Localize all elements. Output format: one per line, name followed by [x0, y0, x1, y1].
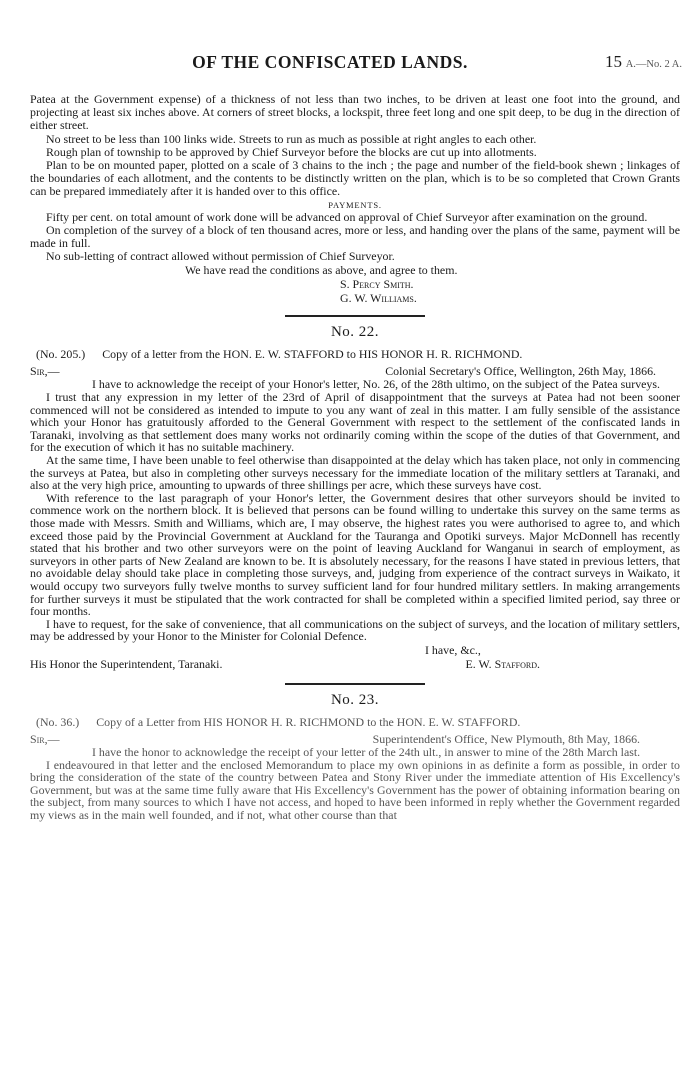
- letter-copy-line: [30, 347, 680, 361]
- letter-paragraph: I endeavoured in that letter and the enclosed Memorandum to place my own opinions in as definite a form as possible, in order to bring the consideration of the state of the country between Patea and Stony River under the immediate attention of His Excellency's Government, but was at the same time fully aware that His Excellency's Government has the power of obtaining information bearing on the subject, from many sources to which I have not access, and hoped to have been informed in reply whether the Government regarded my views as in the main well founded, and if not, what other course than that: [30, 757, 680, 822]
- letter-22: [30, 324, 680, 670]
- letter-paragraph: I have to request, for the sake of convenience, that all communications on the subject of surveys, and the location of military settlers, may be addressed by your Honor to the Minister for Colonial Defence.: [30, 616, 680, 644]
- letter-paragraph: At the same time, I have been unable to feel otherwise than disappointed at the delay which has taken place, not only in commencing the surveys at Patea, but also in completing other surveys necessary for the immediate location of the military settlers at Taranaki, and also at the very high price, amounting to upwards of three shillings per acre, which these surveys have cost.: [30, 453, 680, 493]
- page-header: [0, 52, 700, 78]
- letter-heading: No. 23.: [330, 691, 380, 708]
- letter-address-row: [30, 364, 680, 378]
- letter-23: [30, 692, 680, 822]
- letter-recipient: His Honor the Superintendent, Taranaki.: [30, 656, 223, 671]
- signatory: S. Percy Smith.: [340, 277, 414, 292]
- letter-address: Colonial Secretary's Office, Wellington, 26th May, 1866.: [385, 364, 656, 379]
- conditions-paragraph: Patea at the Government expense) of a thickness of not less than two inches, to be driven at least one foot into the ground, and projecting at least six inches above. At corners of street blocks, a lockspit, three feet long and one spit deep, to be dug in the direction of either street.: [30, 92, 680, 133]
- payments-paragraph: No sub-letting of contract allowed without permission of Chief Surveyor.: [46, 249, 395, 264]
- page-ref: A.—No. 2 A.: [625, 59, 682, 70]
- letter-paragraph: I trust that any expression in my letter of the 23rd of April of disappointment that the surveys at Patea had not been sooner commenced will not be considered as intended to impute to you any want of zeal in this matter. I am fully sensible of the assistance which your Honor has gratuitously afforded to the General Government with respect to the settlement of the confiscated lands in Taranaki, involving as that settlement does many works not ordinarily coming within the scope of the duties of that Government, and for the execution of which it has no suitable machinery.: [30, 390, 680, 455]
- letter-ref: (No. 205.): [36, 347, 86, 362]
- agreement-line: We have read the conditions as above, and agree to them.: [185, 263, 458, 278]
- salutation: Sir,—: [30, 731, 60, 746]
- payments-paragraph: On completion of the survey of a block of ten thousand acres, more or less, and handing over the plans of the same, payment will be made in full.: [30, 222, 680, 251]
- letter-copy-line: [30, 715, 680, 729]
- conditions-paragraph: Plan to be on mounted paper, plotted on a scale of 3 chains to the inch ; the page and number of the field-book shewn ; linkages of the boundaries of each allotment, and the contents to be distinctly written on the plan, which is to be so completed that Crown Grants can be prepared immediately after it is handed over to this office.: [30, 158, 680, 199]
- section-divider: [285, 315, 425, 317]
- letter-paragraph: I have to acknowledge the receipt of your Honor's letter, No. 26, of the 28th ultimo, on the subject of the Patea surveys.: [92, 377, 660, 392]
- conditions-paragraph: No street to be less than 100 links wide. Streets to run as much as possible at right angles to each other.: [46, 131, 537, 146]
- letter-signature: E. W. Stafford.: [465, 656, 540, 671]
- letter-body: [30, 746, 680, 822]
- page-number-block: [605, 52, 682, 72]
- letter-address-row: [30, 732, 680, 746]
- letter-closing: I have, &c.,: [425, 642, 481, 657]
- letter-signoff-row: [30, 657, 680, 671]
- letter-title: Copy of a Letter from HIS HONOR H. R. RICHMOND to the HON. E. W. STAFFORD.: [96, 714, 521, 729]
- conditions-paragraph: Rough plan of township to be approved by Chief Surveyor before the blocks are cut up into allotments.: [46, 144, 537, 159]
- page-number: 15: [604, 52, 622, 71]
- letter-body: [30, 378, 680, 642]
- running-title: OF THE CONFISCATED LANDS.: [192, 52, 468, 72]
- letter-paragraph: I have the honor to acknowledge the receipt of your letter of the 24th ult., in answer to mine of the 28th March last.: [92, 744, 641, 759]
- section-divider: [285, 683, 425, 685]
- letter-ref: (No. 36.): [36, 714, 80, 729]
- letter-title: Copy of a letter from the HON. E. W. STAFFORD to HIS HONOR H. R. RICHMOND.: [102, 347, 523, 362]
- letter-paragraph: With reference to the last paragraph of your Honor's letter, the Government desires that other surveyors should be invited to commence work on the northern block. It is believed that persons can be found willing to undertake this survey on the same terms as those made with Messrs. Smith and Williams, which are, I may observe, the highest rates you were authorised to agree to, and which exceed those paid by the Provincial Government at Auckland for the Tauranga and Opotiki surveys. Major McDonnell has recently stated that his brother and two other surveyors were on the point of leaving Auckland for Wanganui in search of employment, as surveyors in other parts of New Zealand are known to be. It is absolutely necessary, for the reasons I have stated in previous letters, that no avoidable delay should take place in completing those surveys, and, judging from experience of the contract surveys in Waikato, it would occupy two surveyors fully twelve months to survey sufficient land for four hundred military settlers. In making arrangements for further surveys it must be stipulated that the work contracted for shall be completed within a specified limited period, say three or four months.: [30, 490, 680, 619]
- letter-address: Superintendent's Office, New Plymouth, 8th May, 1866.: [372, 731, 640, 746]
- letter-heading: No. 22.: [330, 324, 380, 341]
- payments-heading: PAYMENTS.: [328, 199, 382, 210]
- signatory: G. W. Williams.: [340, 291, 417, 306]
- page-body: [30, 93, 680, 821]
- conditions-section: [30, 93, 680, 305]
- payments-paragraph: Fifty per cent. on total amount of work done will be advanced on approval of Chief Surveyor after examination on the ground.: [46, 209, 648, 224]
- salutation: Sir,—: [30, 364, 60, 379]
